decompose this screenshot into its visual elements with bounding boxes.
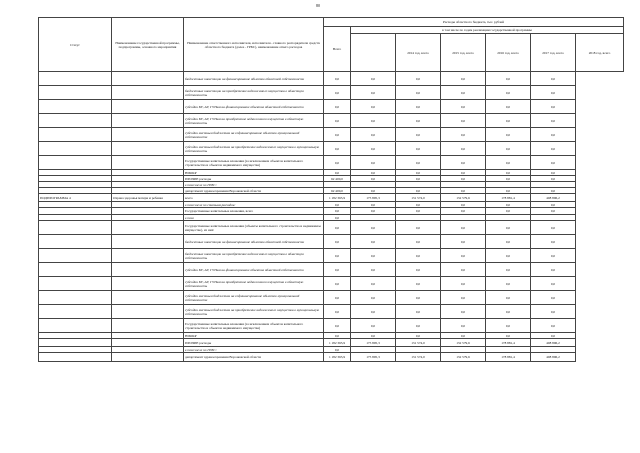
row-total-value: 0,0 <box>324 100 351 114</box>
row-year-value: 0,0 <box>441 114 486 128</box>
row-expense-label: ПРОЧИЕ расходы <box>184 339 324 347</box>
row-year-value: 0,0 <box>486 176 531 182</box>
row-expense-label: субсидии БУ, АУ, ГУПам на финансирование объектов областной собственности <box>184 263 324 277</box>
row-total-value: 0,0 <box>324 319 351 333</box>
row-year-value: 0,0 <box>441 86 486 100</box>
header-year: 2014 год, всего <box>396 34 441 72</box>
row-year-value: 0,0 <box>441 128 486 142</box>
row-total-value: 62 400,0 <box>324 188 351 194</box>
row-program-cell <box>112 221 184 235</box>
row-program-cell <box>112 128 184 142</box>
row-status-cell <box>39 353 112 362</box>
row-year-value: 0,0 <box>441 263 486 277</box>
row-year-value: 0,0 <box>441 319 486 333</box>
row-program-cell <box>112 339 184 347</box>
table-row <box>39 142 624 156</box>
row-expense-label: субсидии БУ, АУ, ГУПам на финансирование объектов областной собственности <box>184 100 324 114</box>
row-expense-label: Государственные капитальные вложения (за исключением объектов капитального строительства и объектов недвижимого имущества) <box>184 156 324 170</box>
row-year-value: 0,0 <box>351 100 396 114</box>
row-year-value: 0,0 <box>441 235 486 249</box>
row-year-value: 0,0 <box>396 208 441 215</box>
row-year-value: 408 896,2 <box>531 353 576 362</box>
row-program-cell <box>112 100 184 114</box>
row-expense-label: субсидии БУ, АУ, ГУПам на приобретение недвижимого имущества в областную собственность <box>184 277 324 291</box>
row-expense-label: в том числе по ГРБС: <box>184 347 324 353</box>
row-year-value: 0,0 <box>486 156 531 170</box>
row-program-cell <box>112 114 184 128</box>
row-year-value: 0,0 <box>396 142 441 156</box>
row-year-value: 0,0 <box>396 333 441 339</box>
row-status-cell <box>39 142 112 156</box>
row-year-value: 0,0 <box>486 235 531 249</box>
row-year-value: 0,0 <box>396 235 441 249</box>
row-year-value: 0,0 <box>396 100 441 114</box>
row-year-value: 0,0 <box>396 156 441 170</box>
row-year-value: 0,0 <box>351 249 396 263</box>
row-total-value: 1 182 363,9 <box>324 353 351 362</box>
row-total-value: 0,0 <box>324 114 351 128</box>
row-year-value: 0,0 <box>396 202 441 208</box>
row-program-cell <box>112 156 184 170</box>
row-expense-label: Государственные капитальные вложения (объекты капитального строительства и недвижимое имущество), из них: <box>184 221 324 235</box>
row-program-cell <box>112 249 184 263</box>
row-program-cell <box>112 208 184 215</box>
table-row <box>39 100 624 114</box>
row-expense-label: субсидии местным бюджетам на софинансирование объектов муниципальной собственности <box>184 128 324 142</box>
row-year-value: 0,0 <box>351 72 396 86</box>
row-year-value: 0,0 <box>531 114 576 128</box>
row-year-value: 0,0 <box>531 142 576 156</box>
table-row <box>39 156 624 170</box>
row-total-value: 0,0 <box>324 277 351 291</box>
row-year-value: 0,0 <box>486 170 531 176</box>
table-row <box>39 263 624 277</box>
row-year-value: 0,0 <box>396 170 441 176</box>
row-expense-label: в том <box>184 215 324 221</box>
row-year-value: 0,0 <box>351 156 396 170</box>
row-status-cell <box>39 128 112 142</box>
row-total-value: 0,0 <box>324 128 351 142</box>
row-year-value: 0,0 <box>351 142 396 156</box>
row-year-value: 131 574,0 <box>396 194 441 202</box>
row-status-cell <box>39 235 112 249</box>
row-total-value: 0,0 <box>324 263 351 277</box>
row-status-cell <box>39 263 112 277</box>
row-year-value: 0,0 <box>486 202 531 208</box>
row-expense-label: Государственные капитальные вложения (за исключением объектов капитального строительства и объектов недвижимого имущества) <box>184 319 324 333</box>
row-year-value: 0,0 <box>486 114 531 128</box>
row-year-value: 0,0 <box>351 305 396 319</box>
header-year: 2018 год, всего <box>576 34 624 72</box>
row-year-value: 0,0 <box>351 319 396 333</box>
table-row <box>39 249 624 263</box>
row-expense-label: департамент здравоохранения Воронежской области <box>184 353 324 362</box>
table-row <box>39 353 624 362</box>
row-year-value: 0,0 <box>441 176 486 182</box>
row-total-value: 0,0 <box>324 156 351 170</box>
header-year: 2015 год, всего <box>441 34 486 72</box>
table-row <box>39 128 624 142</box>
row-year-value: 0,0 <box>486 221 531 235</box>
row-expense-label: бюджетные инвестиции на финансирование объектов областной собственности <box>184 235 324 249</box>
row-year-value: 408 896,2 <box>531 339 576 347</box>
row-year-value: 0,0 <box>486 72 531 86</box>
row-year-value: 0,0 <box>396 188 441 194</box>
row-expense-label: департамент здравоохранения Воронежской области <box>184 188 324 194</box>
row-year-value: 0,0 <box>531 176 576 182</box>
table-row <box>39 194 624 202</box>
row-total-value: 1 182 363,9 <box>324 194 351 202</box>
row-total-value: 0,0 <box>324 235 351 249</box>
row-year-value: 0,0 <box>531 263 576 277</box>
row-expense-label: в том числе по статьям расходов: <box>184 202 324 208</box>
row-year-value: 178 881,4 <box>486 353 531 362</box>
header-status: Статус <box>39 18 112 72</box>
row-total-value: 0,0 <box>324 333 351 339</box>
row-year-value: 0,0 <box>531 128 576 142</box>
row-status-cell <box>39 291 112 305</box>
row-year-value: 0,0 <box>351 114 396 128</box>
row-year-value: 0,0 <box>351 170 396 176</box>
row-year-value: 0,0 <box>531 333 576 339</box>
row-expense-label: субсидии местным бюджетам на софинансирование объектов муниципальной собственности <box>184 291 324 305</box>
row-expense-label: Государственные капитальные вложения, всего <box>184 208 324 215</box>
row-expense-label: субсидии БУ, АУ, ГУПам на приобретение недвижимого имущества в областную собственность <box>184 114 324 128</box>
row-status-cell <box>39 221 112 235</box>
row-year-value: 0,0 <box>396 305 441 319</box>
row-year-value: 0,0 <box>531 235 576 249</box>
row-year-value: 408 896,2 <box>531 194 576 202</box>
row-year-value: 0,0 <box>351 188 396 194</box>
row-program-cell <box>112 305 184 319</box>
row-year-value: 0,0 <box>351 235 396 249</box>
row-year-value: 0,0 <box>351 128 396 142</box>
row-year-value: 0,0 <box>441 202 486 208</box>
row-expense-label: НИОКР <box>184 333 324 339</box>
row-status-cell <box>39 339 112 347</box>
row-program-cell <box>112 72 184 86</box>
row-total-value: 0,0 <box>324 221 351 235</box>
row-year-value: 175 895,3 <box>351 194 396 202</box>
row-program-cell <box>112 235 184 249</box>
row-total-value: 0,0 <box>324 202 351 208</box>
row-year-value: 0,0 <box>351 263 396 277</box>
table-row <box>39 305 624 319</box>
row-year-value: 0,0 <box>351 333 396 339</box>
row-year-value: 0,0 <box>486 277 531 291</box>
row-year-value: 178 881,4 <box>486 339 531 347</box>
table-row <box>39 72 624 86</box>
row-year-value: 0,0 <box>486 263 531 277</box>
row-year-value: 0,0 <box>396 86 441 100</box>
row-year-value: 0,0 <box>531 86 576 100</box>
header-year: 2017 год, всего <box>531 34 576 72</box>
table-row <box>39 235 624 249</box>
row-year-value: 0,0 <box>531 291 576 305</box>
row-year-value: 0,0 <box>441 156 486 170</box>
row-year-value: 0,0 <box>441 333 486 339</box>
table-body <box>39 72 624 362</box>
row-expense-label: всего <box>184 194 324 202</box>
row-expense-label: субсидии местным бюджетам на приобретение недвижимого имущества в муниципальную собственность <box>184 142 324 156</box>
row-total-value: 0,0 <box>324 249 351 263</box>
header-year-empty <box>351 34 396 72</box>
row-year-value: 132 579,6 <box>441 339 486 347</box>
row-program-cell <box>112 86 184 100</box>
row-status-cell <box>39 156 112 170</box>
row-year-value: 0,0 <box>396 277 441 291</box>
row-year-value: 0,0 <box>441 305 486 319</box>
page-number: 80 <box>316 3 320 8</box>
row-year-value: 0,0 <box>486 208 531 215</box>
row-year-value: 0,0 <box>531 156 576 170</box>
row-year-value: 0,0 <box>351 291 396 305</box>
header-program-name: Наименование государственной программы, подпрограммы, основного мероприятия <box>112 18 184 72</box>
table-row <box>39 208 624 215</box>
row-expense-label: в том числе по ГРБС: <box>184 182 324 188</box>
table-row <box>39 221 624 235</box>
row-expense-label: субсидии местным бюджетам на приобретение недвижимого имущества в муниципальную собственность <box>184 305 324 319</box>
row-program-cell <box>112 319 184 333</box>
row-status-cell <box>39 86 112 100</box>
row-year-value: 0,0 <box>486 305 531 319</box>
row-year-value: 0,0 <box>441 170 486 176</box>
row-year-value: 0,0 <box>396 72 441 86</box>
row-total-value: 0,0 <box>324 305 351 319</box>
row-status-cell <box>39 72 112 86</box>
row-year-value: 0,0 <box>396 114 441 128</box>
row-status-cell <box>39 319 112 333</box>
row-year-value: 0,0 <box>396 176 441 182</box>
row-total-value: 0,0 <box>324 72 351 86</box>
row-year-value: 131 574,0 <box>396 353 441 362</box>
row-total-value: 0,0 <box>324 347 351 353</box>
header-by-years: в том числе по годам реализации государственной программы <box>351 27 624 34</box>
row-program-cell <box>112 277 184 291</box>
row-year-value: 0,0 <box>531 100 576 114</box>
row-year-value: 132 579,6 <box>441 353 486 362</box>
row-expense-label: ПРОЧИЕ расходы <box>184 176 324 182</box>
budget-table <box>38 17 624 362</box>
row-expense-label: бюджетные инвестиции на финансирование объектов областной собственности <box>184 72 324 86</box>
row-year-value: 0,0 <box>441 221 486 235</box>
row-year-value: 0,0 <box>486 249 531 263</box>
row-year-value: 0,0 <box>486 100 531 114</box>
row-year-value: 0,0 <box>351 277 396 291</box>
row-year-value: 0,0 <box>351 176 396 182</box>
row-program-cell <box>112 263 184 277</box>
row-year-value: 0,0 <box>486 319 531 333</box>
row-program-cell <box>112 142 184 156</box>
table-row <box>39 277 624 291</box>
row-status-cell: ПОДПРОГРАММА 4 <box>39 194 112 202</box>
row-status-cell <box>39 305 112 319</box>
table-row <box>39 291 624 305</box>
row-year-value: 0,0 <box>531 305 576 319</box>
row-year-value: 0,0 <box>351 208 396 215</box>
row-status-cell <box>39 249 112 263</box>
header-expenses: Расходы областного бюджета, тыс. рублей <box>324 18 624 27</box>
row-year-value: 0,0 <box>486 333 531 339</box>
row-year-value: 0,0 <box>486 291 531 305</box>
header-total: Всего <box>324 27 351 72</box>
row-year-value: 0,0 <box>441 277 486 291</box>
row-year-value: 132 579,6 <box>441 194 486 202</box>
row-year-value: 0,0 <box>486 86 531 100</box>
table-row <box>39 339 624 347</box>
row-status-cell <box>39 114 112 128</box>
row-year-value: 0,0 <box>351 221 396 235</box>
table-row <box>39 319 624 333</box>
row-year-value: 0,0 <box>531 188 576 194</box>
row-year-value: 178 881,4 <box>486 194 531 202</box>
row-year-value: 0,0 <box>396 128 441 142</box>
row-year-value: 0,0 <box>531 277 576 291</box>
table-row <box>39 114 624 128</box>
row-year-value: 0,0 <box>441 291 486 305</box>
row-year-value: 0,0 <box>486 188 531 194</box>
row-year-value: 0,0 <box>396 249 441 263</box>
row-total-value: 0,0 <box>324 291 351 305</box>
row-status-cell <box>39 100 112 114</box>
row-program-cell <box>112 353 184 362</box>
row-year-value: 175 895,3 <box>351 353 396 362</box>
row-year-value: 0,0 <box>531 319 576 333</box>
row-year-value: 0,0 <box>351 86 396 100</box>
header-executor: Наименование ответственного исполнителя, исполнителя - главного распорядителя средств областного бюджета (далее - ГРБС), наименование отвего расходов <box>184 18 324 72</box>
row-year-value: 0,0 <box>396 263 441 277</box>
row-expense-label: бюджетные инвестиции на приобретение недвижимого имущества в областную собственность <box>184 86 324 100</box>
row-expense-label: бюджетные инвестиции на приобретение недвижимого имущества в областную собственность <box>184 249 324 263</box>
row-year-value: 0,0 <box>441 188 486 194</box>
row-status-cell <box>39 208 112 215</box>
row-year-value: 0,0 <box>441 100 486 114</box>
row-total-value: 0,0 <box>324 170 351 176</box>
row-status-cell <box>39 277 112 291</box>
row-year-value: 0,0 <box>396 319 441 333</box>
row-year-value: 0,0 <box>441 249 486 263</box>
row-year-value: 0,0 <box>531 221 576 235</box>
row-expense-label: НИОКР <box>184 170 324 176</box>
row-year-value: 0,0 <box>531 208 576 215</box>
row-program-cell <box>112 291 184 305</box>
header-year: 2016 год, всего <box>486 34 531 72</box>
row-year-value: 0,0 <box>441 208 486 215</box>
row-year-value: 0,0 <box>531 202 576 208</box>
row-year-value: 0,0 <box>396 291 441 305</box>
row-year-value: 0,0 <box>486 142 531 156</box>
row-year-value: 0,0 <box>531 72 576 86</box>
row-total-value: 62 400,0 <box>324 176 351 182</box>
row-year-value: 0,0 <box>396 221 441 235</box>
table-row <box>39 86 624 100</box>
row-program-cell: Охрана здоровья матери и ребенка <box>112 194 184 202</box>
row-year-value: 0,0 <box>441 142 486 156</box>
row-total-value: 0,0 <box>324 215 351 221</box>
row-year-value: 175 895,3 <box>351 339 396 347</box>
row-year-value: 131 574,0 <box>396 339 441 347</box>
row-year-value: 0,0 <box>531 249 576 263</box>
row-year-value: 0,0 <box>531 170 576 176</box>
row-year-value: 0,0 <box>486 128 531 142</box>
row-total-value: 1 182 363,9 <box>324 339 351 347</box>
row-year-value: 0,0 <box>441 72 486 86</box>
row-total-value: 0,0 <box>324 142 351 156</box>
row-total-value: 0,0 <box>324 208 351 215</box>
row-year-value: 0,0 <box>351 202 396 208</box>
row-total-value: 0,0 <box>324 86 351 100</box>
